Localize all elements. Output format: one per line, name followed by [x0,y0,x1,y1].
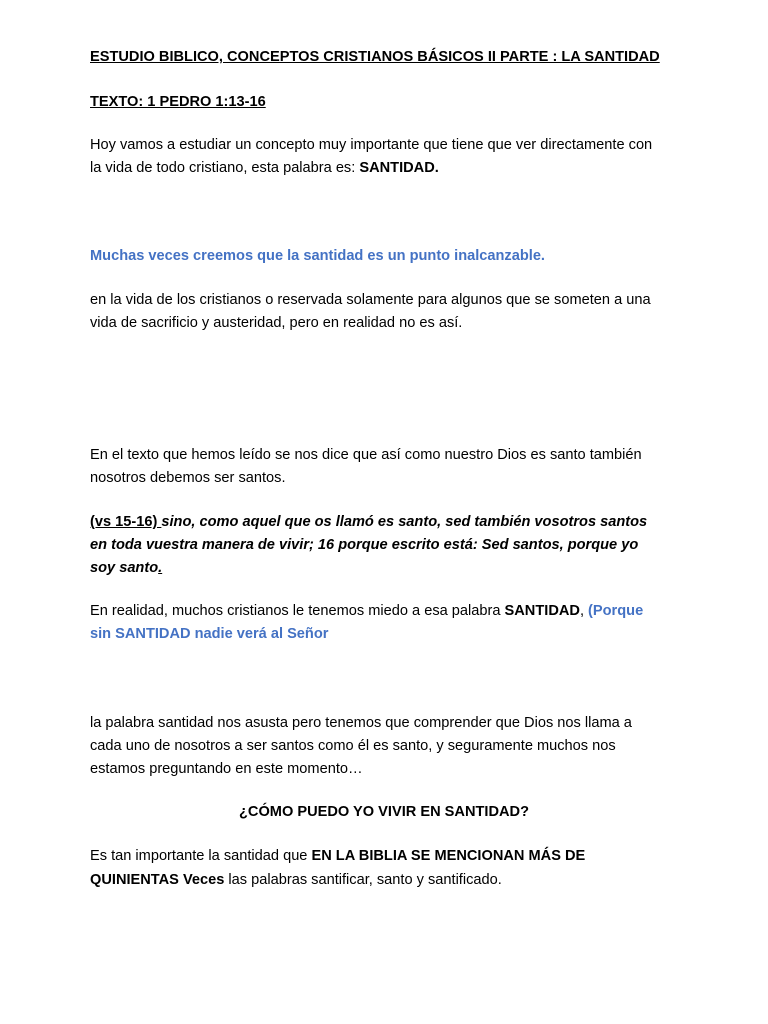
intro-line-1: Hoy vamos a estudiar un concepto muy importante que tiene que ver directamente con [90,137,653,153]
para2-line-2: vida de sacrificio y austeridad, pero en realidad no es así. [90,315,463,331]
para6-text: Es tan importante la santidad que [90,848,312,864]
para6-line-1 [90,845,585,868]
scripture-reference: TEXTO: 1 PEDRO 1:13-16 [90,94,266,110]
document-heading: ESTUDIO BIBLICO, CONCEPTOS CRISTIANOS BÁSICOS II PARTE : LA SANTIDAD [90,49,660,65]
question-heading: ¿CÓMO PUEDO YO VIVIR EN SANTIDAD? [238,804,529,820]
para4-comma: , [579,603,589,619]
verse-text-3: soy santo [90,560,159,576]
blue-statement: Muchas veces creemos que la santidad es un punto inalcanzable. [90,248,545,264]
para6-suffix: las palabras santificar, santo y santificado. [224,872,502,888]
intro-keyword: SANTIDAD. [359,160,439,176]
para3-line-2: nosotros debemos ser santos. [90,470,286,486]
para2-line-1: en la vida de los cristianos o reservada solamente para algunos que se someten a una [90,292,651,308]
para6-bold-2: QUINIENTAS Veces [90,872,225,888]
verse-line-2: en toda vuestra manera de vivir; 16 porque escrito está: Sed santos, porque yo [90,537,639,553]
verse-text-1: sino, como aquel que os llamó es santo, sed también vosotros santos [161,514,648,530]
para3-line-1: En el texto que hemos leído se nos dice que así como nuestro Dios es santo también [90,447,642,463]
verse-reference: (vs 15-16) [90,514,162,530]
para4-keyword: SANTIDAD [504,603,580,619]
para5-line-1: la palabra santidad nos asusta pero tenemos que comprender que Dios nos llama a [90,715,632,731]
intro-line-2-text: la vida de todo cristiano, esta palabra es: [90,160,360,176]
verse-line-1 [90,511,647,534]
para6-line-2 [90,869,502,892]
para5-line-2: cada uno de nosotros a ser santos como él es santo, y seguramente muchos nos [90,738,616,754]
intro-line-2 [90,157,439,180]
para4-blue-1: (Porque [588,603,644,619]
para4-blue-2: sin SANTIDAD nadie verá al Señor [90,626,329,642]
verse-line-3 [90,557,162,580]
para4-text: En realidad, muchos cristianos le tenemos miedo a esa palabra [90,603,505,619]
para6-bold-1: EN LA BIBLIA SE MENCIONAN MÁS DE [311,848,586,864]
para4-line-1 [90,600,643,623]
verse-period: . [158,560,163,576]
para5-line-3: estamos preguntando en este momento… [90,761,363,777]
